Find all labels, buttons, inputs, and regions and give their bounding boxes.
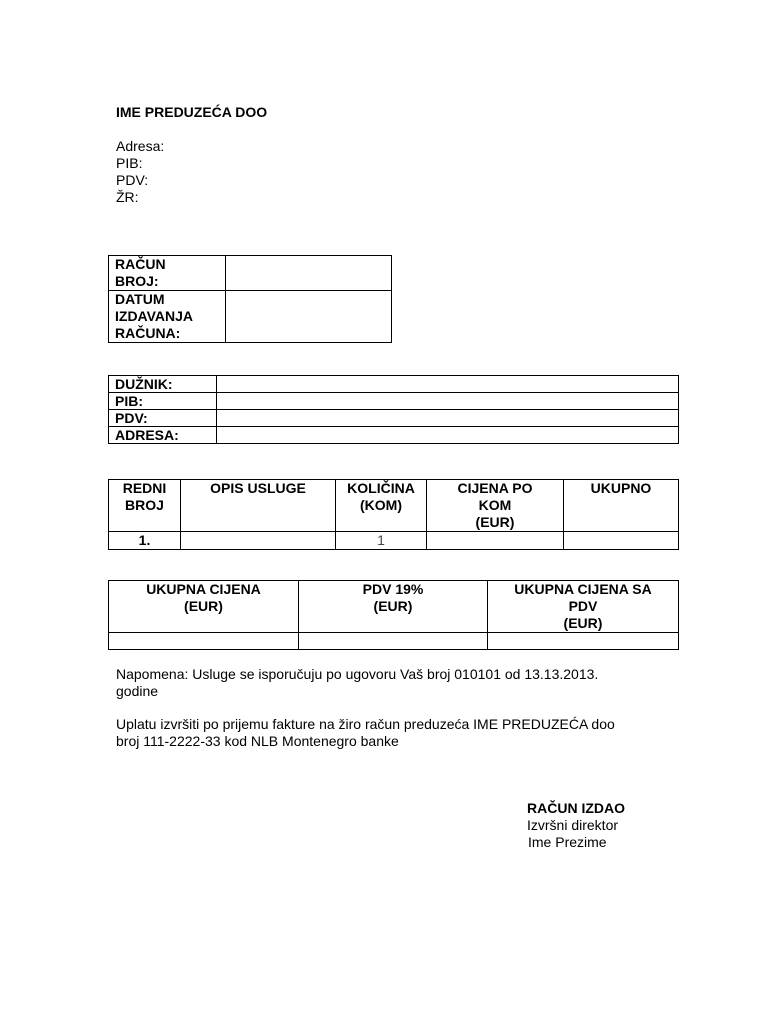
debtor-row [109,376,679,393]
invoice-date-row [109,291,392,343]
debtor-pib-value[interactable] [217,393,679,410]
invoice-number-row [109,256,392,291]
totals-header-row [109,581,679,633]
items-header-row [109,480,679,532]
company-pdv-label: PDV: [116,172,149,188]
invoice-number-value[interactable] [226,256,392,291]
totals-table [108,580,679,650]
company-pib-label: PIB: [116,155,143,171]
debtor-label: DUŽNIK: [109,376,217,393]
invoice-number-label: RAČUN BROJ: [109,256,226,291]
company-name: IME PREDUZEĆA DOO [116,104,268,120]
totals-price-with-vat-value[interactable] [488,633,679,650]
debtor-address-value[interactable] [217,427,679,444]
payment-line: Uplatu izvršiti po prijemu fakture na žiro račun preduzeća IME PREDUZEĆA doo [116,716,615,732]
signature-name: Ime Prezime [528,834,607,850]
note-line: godine [116,683,159,699]
items-header-quantity: KOLIČINA (KOM) [336,480,427,532]
debtor-pib-label: PIB: [109,393,217,410]
invoice-date-value[interactable] [226,291,392,343]
debtor-row [109,427,679,444]
debtor-row [109,393,679,410]
signature-block [527,800,625,851]
items-header-total: UKUPNO [564,480,679,532]
company-account-label: ŽR: [116,189,139,205]
totals-vat-value[interactable] [299,633,488,650]
signature-role: Izvršni direktor [527,817,619,833]
item-index: 1. [109,532,181,550]
totals-header-price: UKUPNA CIJENA (EUR) [109,581,299,633]
company-address-label: Adresa: [116,138,165,154]
items-header-unit-price: CIJENA PO KOM (EUR) [427,480,564,532]
items-header-index: REDNI BROJ [109,480,181,532]
company-info-block [116,138,164,206]
invoice-info-table [108,255,392,343]
note-paragraph [116,666,676,700]
payment-line: broj 111-2222-33 kod NLB Montenegro banke [116,733,399,749]
totals-header-price-with-vat: UKUPNA CIJENA SA PDV (EUR) [488,581,679,633]
item-total[interactable] [564,532,679,550]
debtor-pdv-label: PDV: [109,410,217,427]
totals-values-row [109,633,679,650]
debtor-row [109,410,679,427]
item-quantity[interactable]: 1 [336,532,427,550]
table-row [109,532,679,550]
note-line: Napomena: Usluge se isporučuju po ugovoru Vaš broj 010101 od 13.13.2013. [116,666,599,682]
item-unit-price[interactable] [427,532,564,550]
debtor-address-label: ADRESA: [109,427,217,444]
items-table [108,479,679,550]
totals-price-value[interactable] [109,633,299,650]
debtor-value[interactable] [217,376,679,393]
debtor-pdv-value[interactable] [217,410,679,427]
items-header-description: OPIS USLUGE [181,480,336,532]
totals-header-vat: PDV 19% (EUR) [299,581,488,633]
signature-title: RAČUN IZDAO [527,800,625,816]
payment-instructions [116,716,686,750]
item-description[interactable] [181,532,336,550]
invoice-date-label: DATUM IZDAVANJA RAČUNA: [109,291,226,343]
debtor-table [108,375,679,444]
